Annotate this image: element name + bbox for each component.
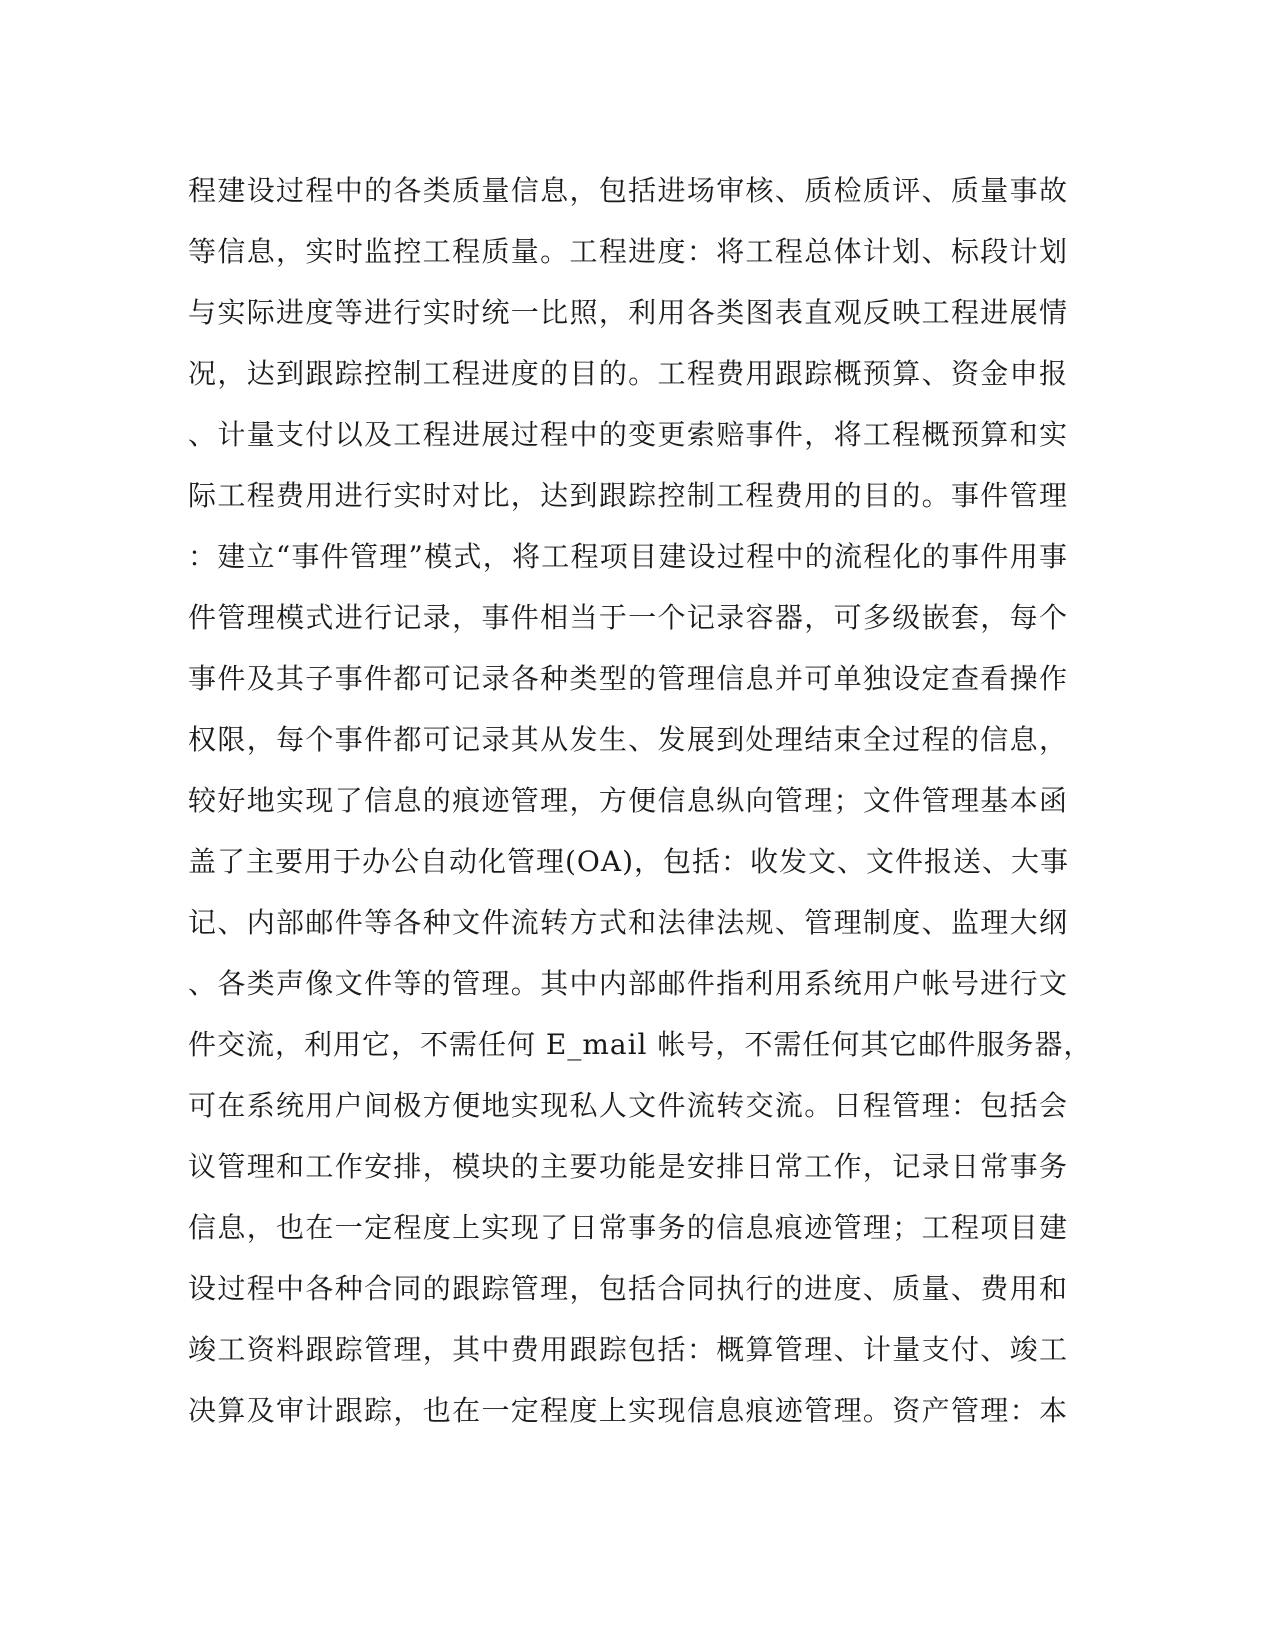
text-line: 程建设过程中的各类质量信息，包括进场审核、质检质评、质量事故 bbox=[188, 174, 1068, 207]
text-line: 际工程费用进行实时对比，达到跟踪控制工程费用的目的。事件管理 bbox=[188, 479, 1068, 512]
text-line: 记、内部邮件等各种文件流转方式和法律法规、管理制度、监理大纲 bbox=[188, 906, 1068, 939]
text-line: 设过程中各种合同的跟踪管理，包括合同执行的进度、质量、费用和 bbox=[188, 1272, 1068, 1305]
body-text bbox=[188, 160, 1093, 1441]
text-line: 等信息，实时监控工程质量。工程进度：将工程总体计划、标段计划 bbox=[188, 235, 1068, 268]
text-line: 可在系统用户间极方便地实现私人文件流转交流。日程管理：包括会 bbox=[188, 1089, 1068, 1122]
text-line: 件交流，利用它，不需任何 E_mail 帐号，不需任何其它邮件服务器， bbox=[188, 1028, 1093, 1061]
text-line: ：建立“事件管理”模式，将工程项目建设过程中的流程化的事件用事 bbox=[188, 540, 1068, 573]
text-line: 权限，每个事件都可记录其从发生、发展到处理结束全过程的信息， bbox=[188, 723, 1068, 756]
text-line: 、计量支付以及工程进展过程中的变更索赔事件，将工程概预算和实 bbox=[188, 418, 1068, 451]
text-line: 事件及其子事件都可记录各种类型的管理信息并可单独设定查看操作 bbox=[188, 662, 1068, 695]
text-line: 盖了主要用于办公自动化管理(OA)，包括：收发文、文件报送、大事 bbox=[188, 845, 1070, 878]
text-line: 、各类声像文件等的管理。其中内部邮件指利用系统用户帐号进行文 bbox=[188, 967, 1068, 1000]
text-line: 况，达到跟踪控制工程进度的目的。工程费用跟踪概预算、资金申报 bbox=[188, 357, 1068, 390]
text-line: 竣工资料跟踪管理，其中费用跟踪包括：概算管理、计量支付、竣工 bbox=[188, 1333, 1068, 1366]
text-line: 信息，也在一定程度上实现了日常事务的信息痕迹管理；工程项目建 bbox=[188, 1211, 1068, 1244]
text-line: 议管理和工作安排，模块的主要功能是安排日常工作，记录日常事务 bbox=[188, 1150, 1068, 1183]
text-line: 较好地实现了信息的痕迹管理，方便信息纵向管理；文件管理基本函 bbox=[188, 784, 1068, 817]
text-line: 件管理模式进行记录，事件相当于一个记录容器，可多级嵌套，每个 bbox=[188, 601, 1068, 634]
text-line: 决算及审计跟踪，也在一定程度上实现信息痕迹管理。资产管理：本 bbox=[188, 1394, 1068, 1427]
text-line: 与实际进度等进行实时统一比照，利用各类图表直观反映工程进展情 bbox=[188, 296, 1068, 329]
